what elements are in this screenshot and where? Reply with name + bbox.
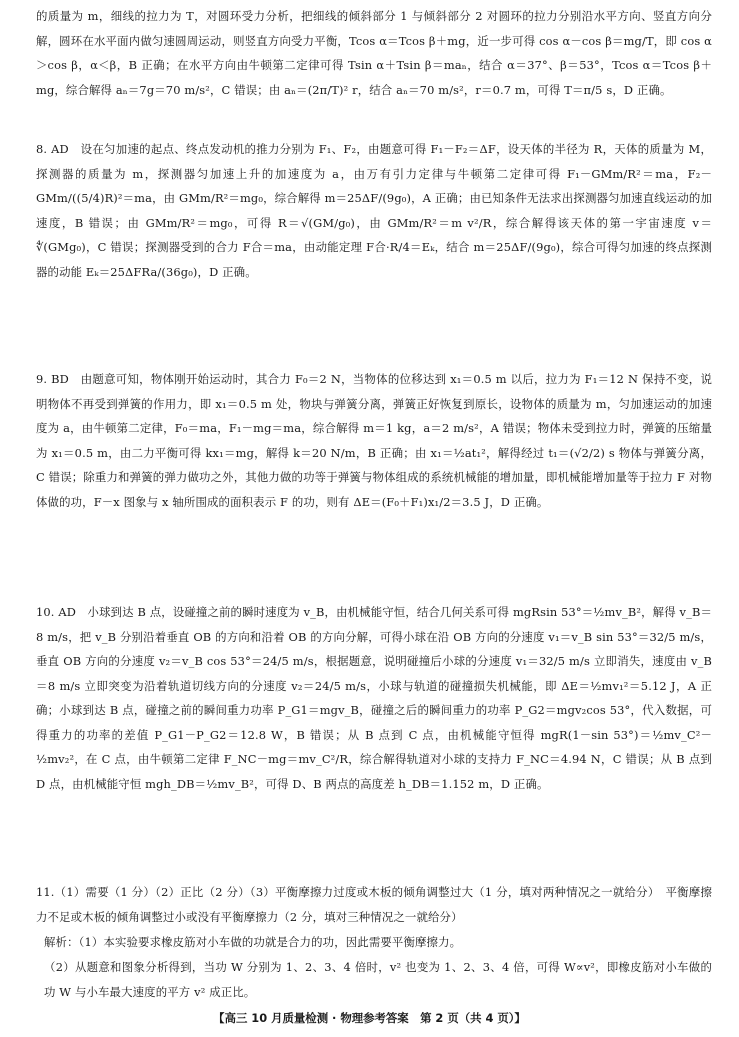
answer-10 — [36, 600, 712, 796]
paragraph-text: 9. BD 由题意可知，物体刚开始运动时，其合力 F₀＝2 N，当物体的位移达到 x₁＝0.5 m 以后，拉力为 F₁＝12 N 保持不变，说明物体不再受到弹簧的作用力，即 x₁＝0.5 m 处，物块与弹簧分离，弹簧正好恢复到原长，设物体的质量为 m，匀加速运动的加速度为 a，由牛顿第二定律，F₀＝ma，F₁－mg＝ma，综合解得 m＝1 kg，a＝2 m/s²，A 错误；物体未受到拉力时，弹簧的压缩量为 x₁＝0.5 m，由二力平衡可得 kx₁＝mg，解得 k＝20 N/m，B 正确；由 x₁＝½at₁²，解得经过 t₁＝(√2/2) s 物体与弹簧分离，C 错误；除重力和弹簧的弹力做功之外，其他力做的功等于弹簧与物体组成的系统机械能的增加量，即机械能增加量等于拉力 F 对物体做的功，F－x 图象与 x 轴所围成的面积表示 F 的功，则有 ΔE＝(F₀＋F₁)x₁/2＝3.5 J，D 正确。 — [36, 372, 712, 509]
paragraph-text: （2）从题意和图象分析得到，当功 W 分别为 1、2、3、4 倍时，v² 也变为 1、2、3、4 倍，可得 W∝v²，即橡皮筋对小车做的功 W 与小车最大速度的平方 v² 成正比。 — [44, 960, 712, 999]
answer-11 — [36, 880, 712, 929]
answer-11-analysis-2 — [44, 955, 712, 1004]
paragraph-text: 10. AD 小球到达 B 点，设碰撞之前的瞬时速度为 v_B，由机械能守恒，结合几何关系可得 mgRsin 53°＝½mv_B²，解得 v_B＝8 m/s，把 v_B 分别沿着垂直 OB 的方向和沿着 OB 的方向分解，可得小球在沿 OB 方向的分速度 v₁＝v_B sin 53°＝32/5 m/s，垂直 OB 方向的分速度 v₂＝v_B cos 53°＝24/5 m/s，根据题意，说明碰撞后小球的分速度 v₁＝32/5 m/s 立即消失，速度由 v_B＝8 m/s 立即突变为沿着轨道切线方向的分速度 v₂＝24/5 m/s，小球与轨道的碰撞损失机械能，即 ΔE＝½mv₁²＝5.12 J，A 正确；小球到达 B 点，碰撞之前的瞬间重力功率 P_G1＝mgv_B，碰撞之后的瞬间重力的功率 P_G2＝mgv₂cos 53°，代入数据，可得重力的功率的差值 P_G1－P_G2＝12.8 W，B 错误；从 B 点到 C 点，由机械能守恒得 mgR(1－sin 53°)＝½mv_C²－½mv₂²，在 C 点，由牛顿第二定律 F_NC－mg＝mv_C²/R，综合解得轨道对小球的支持力 F_NC＝4.94 N，C 错误；从 B 点到 D 点，由机械能守恒 mgh_DB＝½mv_B²，可得 D、B 两点的高度差 h_DB＝1.152 m，D 正确。 — [36, 605, 712, 791]
paragraph-text: 8. AD 设在匀加速的起点、终点发动机的推力分别为 F₁、F₂，由题意可得 F₁－F₂＝ΔF，设天体的半径为 R，天体的质量为 M，探测器的质量为 m，探测器匀加速上升的加速度为 a，由万有引力定律与牛顿第二定律可得 F₁－GMm/R²＝ma，F₂－GMm/((5/4)R)²＝ma，由 GMm/R²＝mg₀，综合解得 m＝25ΔF/(9g₀)，A 正确；由已知条件无法求出探测器匀加速直线运动的加速度，B 错误；由 GMm/R²＝mg₀，可得 R＝√(GM/g₀)，由 GMm/R²＝m v²/R，综合解得该天体的第一宇宙速度 v＝∜(GMg₀)，C 错误；探测器受到的合力 F合＝ma，由动能定理 F合·R/4＝Eₖ，结合 m＝25ΔF/(9g₀)，综合可得匀加速的终点探测器的动能 Eₖ＝25ΔFRa/(36g₀)，D 正确。 — [36, 142, 712, 279]
answer-11-analysis-1 — [44, 930, 712, 955]
paragraph-text: 的质量为 m，细线的拉力为 T，对圆环受力分析，把细线的倾斜部分 1 与倾斜部分 2 对圆环的拉力分别沿水平方向、竖直方向分解，圆环在水平面内做匀速圆周运动，则竖直方向受力平衡，Tcos α＝Tcos β＋mg，近一步可得 cos α－cos β＝mg/T，即 cos α＞cos β，α＜β，B 正确；在水平方向由牛顿第二定律可得 Tsin α＋Tsin β＝maₙ，结合 α＝37°、β＝53°，Tcos α＝Tcos β＋mg，综合解得 aₙ＝7g＝70 m/s²，C 错误；由 aₙ＝(2π/T)² r，结合 aₙ＝70 m/s²，r＝0.7 m，可得 T＝π/5 s，D 正确。 — [36, 9, 712, 97]
answer-8 — [36, 137, 712, 284]
answer-9 — [36, 367, 712, 514]
paragraph-text: 11.（1）需要（1 分）（2）正比（2 分）（3）平衡摩擦力过度或木板的倾角调整过大（1 分，填对两种情况之一就给分） 平衡摩擦力不足或木板的倾角调整过小或没有平衡摩擦力（2 分，填对三种情况之一就给分） — [36, 885, 712, 924]
continuation-paragraph — [36, 4, 712, 102]
page-footer: 【高三 10 月质量检测 · 物理参考答案 第 2 页（共 4 页）】 — [213, 1011, 526, 1025]
paragraph-text: 解析：（1）本实验要求橡皮筋对小车做的功就是合力的功，因此需要平衡摩擦力。 — [44, 935, 462, 949]
